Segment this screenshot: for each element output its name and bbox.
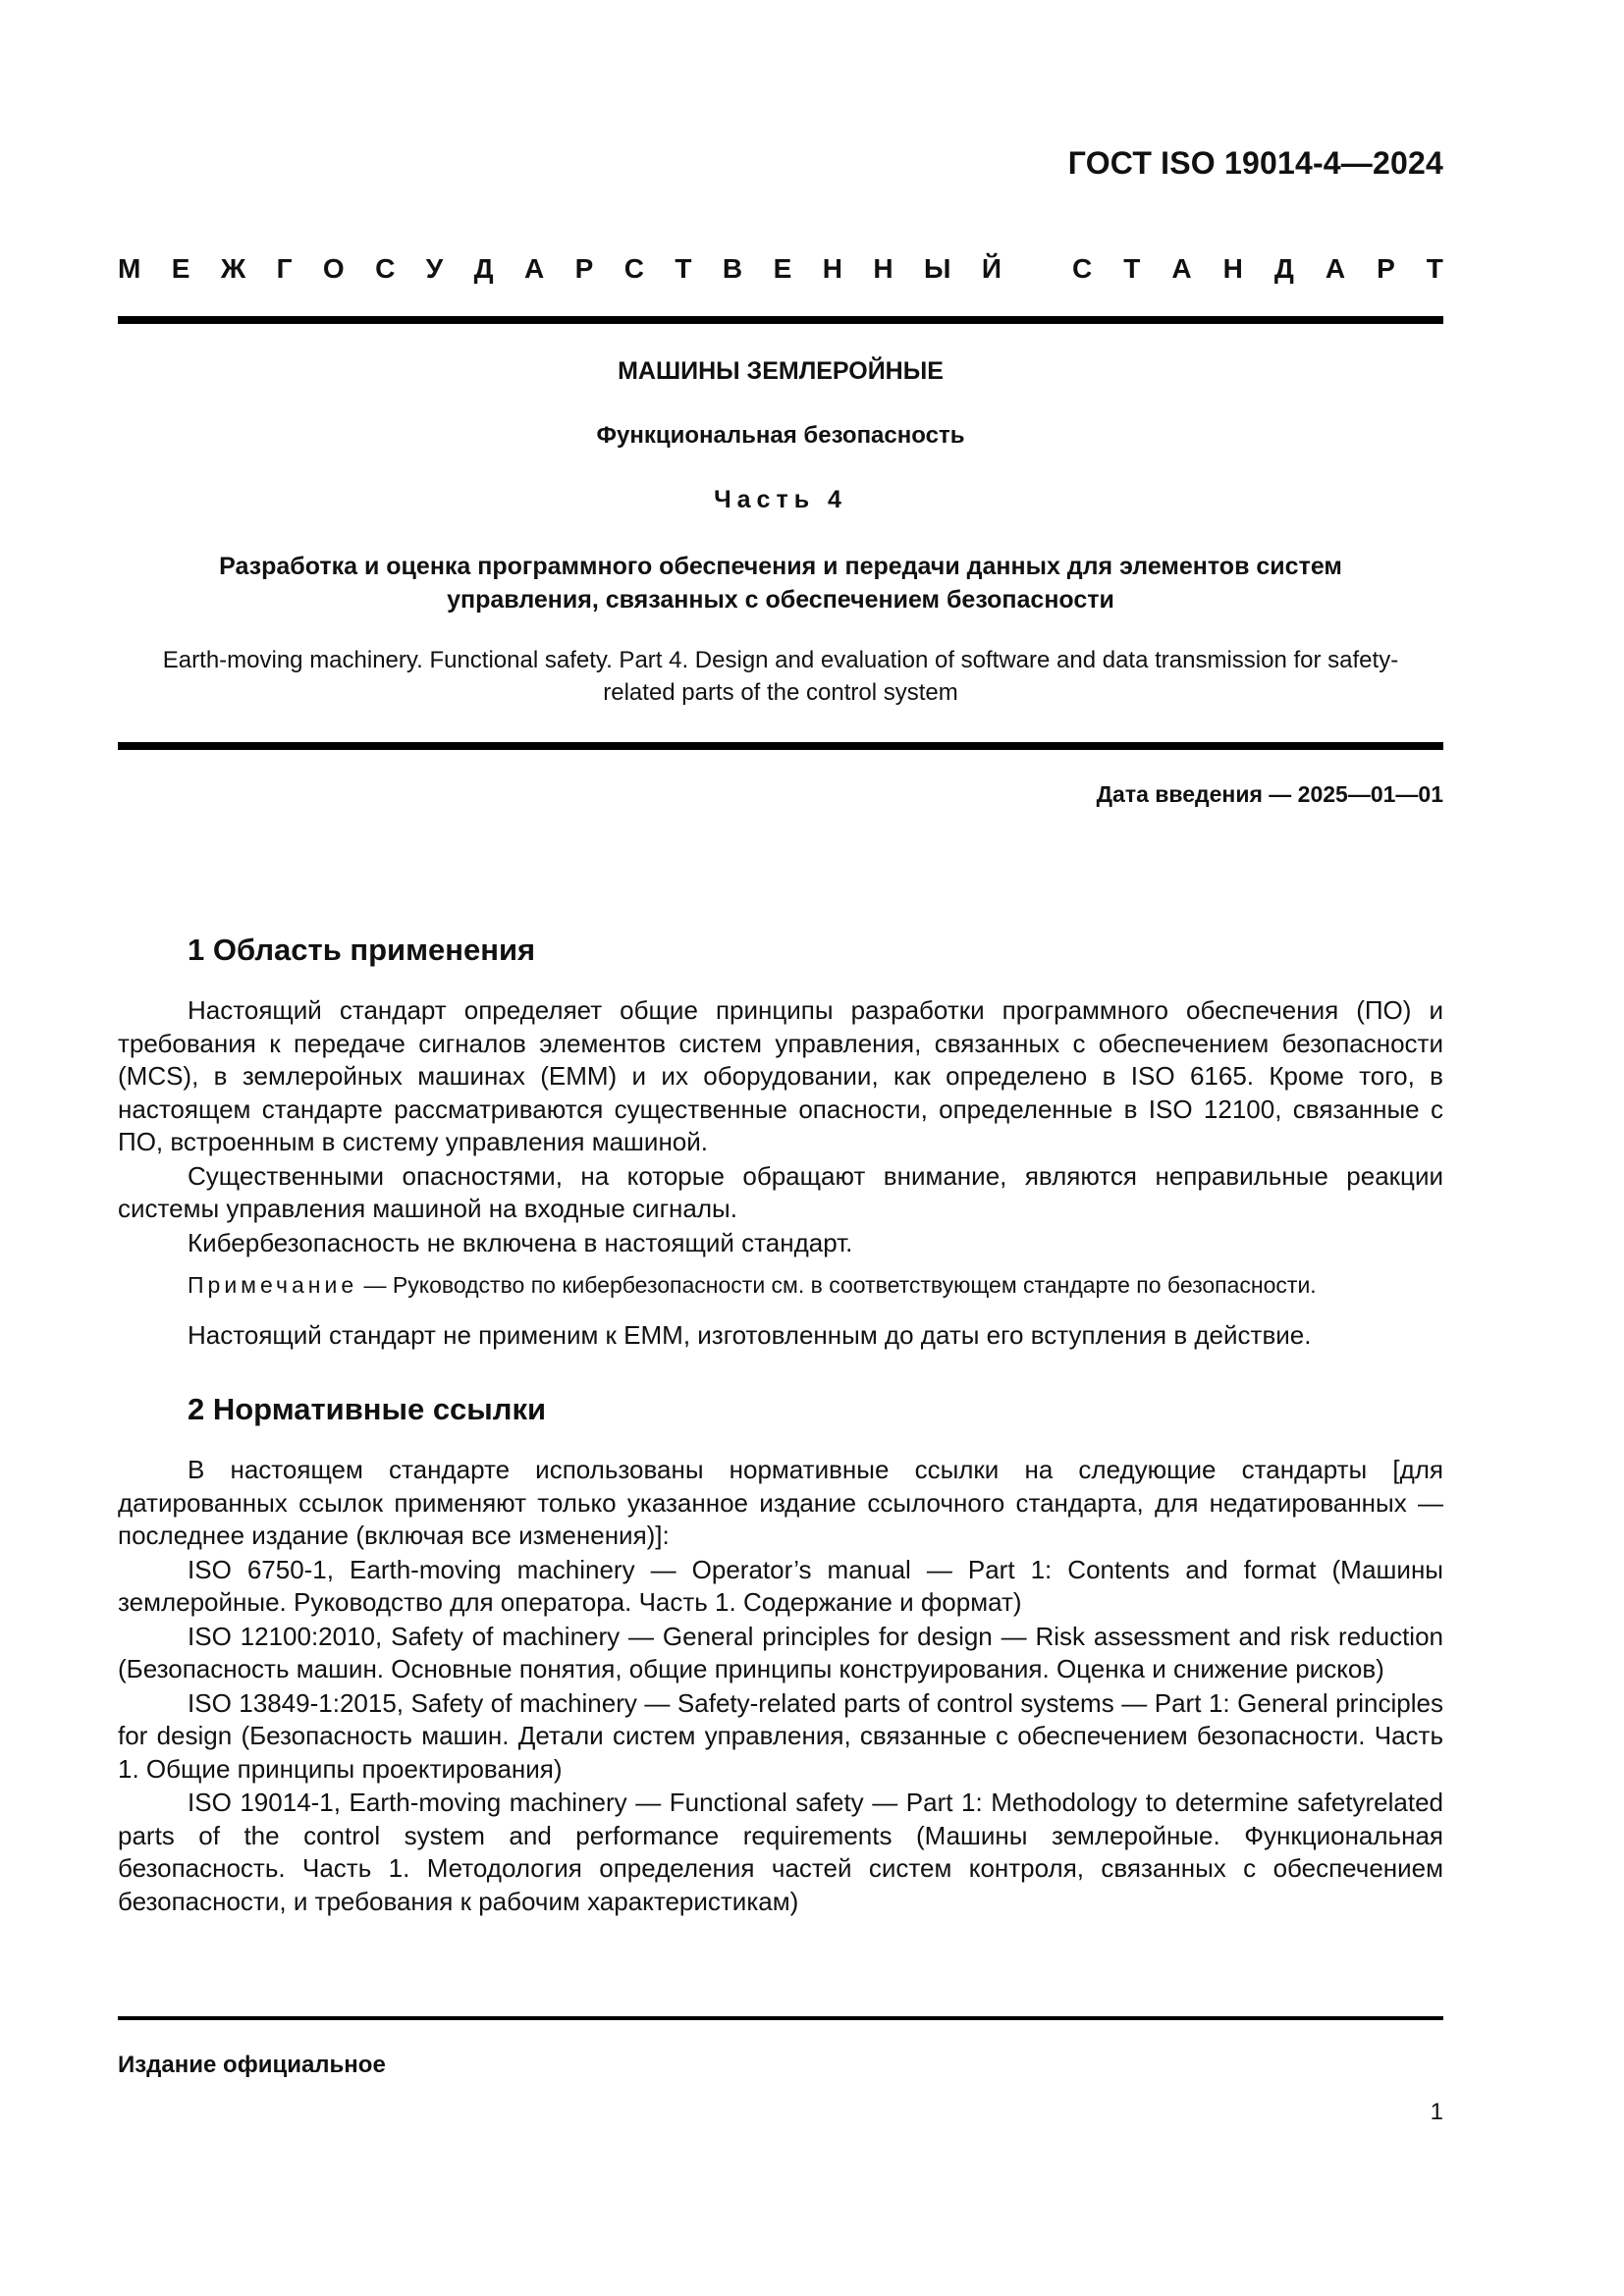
official-edition-label: Издание официальное [118,2052,386,2078]
banner-letter: Ж [220,253,246,284]
english-title [118,644,1443,709]
banner-letter: Н [873,253,893,284]
banner-letter: Н [822,253,842,284]
banner-letter: Г [276,253,293,284]
title-line: Разработка и оценка программного обеспечения и передачи данных для элементов систем [219,553,1342,580]
functional-safety-subtitle: Функциональная безопасность [596,422,965,449]
banner-letter: Р [574,253,594,284]
title-divider [118,742,1443,750]
reference-item: ISO 12100:2010, Safety of machinery — General principles for design — Risk assessment and risk reduction (Безопасность машин. Основные понятия, общие принципы конструирования. Оценка и снижение рисков) [118,1621,1443,1683]
title-line: управления, связанных с обеспечением безопасности [447,586,1114,614]
banner-letter: В [722,253,743,284]
banner-letter: Т [1123,253,1141,284]
note-text: — Руководство по кибербезопасности см. в соответствующем стандарте по безопасности. [357,1272,1317,1298]
banner-letter: С [375,253,396,284]
note-label: Примечание [188,1272,358,1298]
banner-letter: Н [1222,253,1243,284]
banner-letter: М [118,253,141,284]
paragraph: Настоящий стандарт не применим к ЕММ, изготовленным до даты его вступления в действие. [188,1320,1312,1350]
paragraph: Существенными опасностями, на которые обращают внимание, являются неправильные реакции системы управления машиной на входные сигналы. [118,1160,1443,1223]
reference-item: ISO 13849-1:2015, Safety of machinery — Safety-related parts of control systems — Part 1: General principles for design (Безопасность машин. Детали систем управления, связанные с обеспечением безопасности. Часть 1. Общие принципы проектирования) [118,1687,1443,1784]
top-divider [118,316,1443,324]
banner-letter: Й [981,253,1001,284]
note [188,1272,1317,1299]
part-number: Часть 4 [714,486,847,513]
english-title-line: Earth-moving machinery. Functional safety. Part 4. Design and evaluation of software and data transmission for safety- [162,647,1399,673]
introduction-date: Дата введения — 2025—01—01 [1096,781,1443,807]
interstate-standard-banner [118,253,1443,285]
banner-letter: У [425,253,444,284]
english-title-line: related parts of the control system [603,679,958,706]
section-heading-normative-references: 2 Нормативные ссылки [188,1392,547,1426]
reference-item: ISO 6750-1, Earth-moving machinery — Operator’s manual — Part 1: Contents and format (Машины землеройные. Руководство для оператора. Часть 1. Содержание и формат) [118,1554,1443,1617]
banner-letter: Е [171,253,190,284]
paragraph: Кибербезопасность не включена в настоящий стандарт. [188,1227,853,1257]
banner-letter: Д [1273,253,1294,284]
banner-letter: А [1325,253,1346,284]
banner-letter: Т [1426,253,1443,284]
banner-letter: Р [1377,253,1395,284]
interstate-word [118,253,1001,285]
page-number: 1 [1430,2099,1443,2125]
banner-letter: А [1171,253,1192,284]
banner-letter: О [322,253,345,284]
banner-letter: Е [773,253,792,284]
section-heading-scope: 1 Область применения [188,933,536,967]
document-title [118,550,1443,616]
section-scope-body [118,994,1443,1259]
banner-letter: Д [473,253,494,284]
paragraph: В настоящем стандарте использованы нормативные ссылки на следующие стандарты [для датированных ссылок применяют только указанное издание ссылочного стандарта, для недатированных — последнее издание (включая все изменения)]: [118,1455,1443,1550]
machine-type-title: МАШИНЫ ЗЕМЛЕРОЙНЫЕ [618,357,944,385]
standard-number: ГОСТ ISO 19014-4—2024 [1067,145,1443,181]
reference-item: ISO 19014-1, Earth-moving machinery — Functional safety — Part 1: Methodology to determine safetyrelated parts of the control system and performance requirements (Машины землеройные. Функциональная безопасность. Часть 1. Методология определения частей систем контроля, связанных с обеспечением безопасности, и требования к рабочим характеристикам) [118,1788,1443,1916]
banner-letter: А [523,253,545,284]
standard-word [1072,253,1443,285]
paragraph: Настоящий стандарт определяет общие принципы разработки программного обеспечения (ПО) и требования к передаче сигналов элементов систем управления, связанных с обеспечением безопасности (MCS), в землеройных машинах (ЕММ) и их оборудовании, как определено в ISO 6165. Кроме того, в настоящем стандарте рассматриваются существенные опасности, определенные в ISO 12100, связанные с ПО, встроенным в систему управления машиной. [118,995,1443,1156]
banner-letter: Т [675,253,692,284]
banner-letter: С [1072,253,1093,284]
banner-letter: Ы [924,253,951,284]
banner-letter: С [623,253,644,284]
footer-divider [118,2016,1443,2020]
section-references-body [118,1454,1443,1918]
